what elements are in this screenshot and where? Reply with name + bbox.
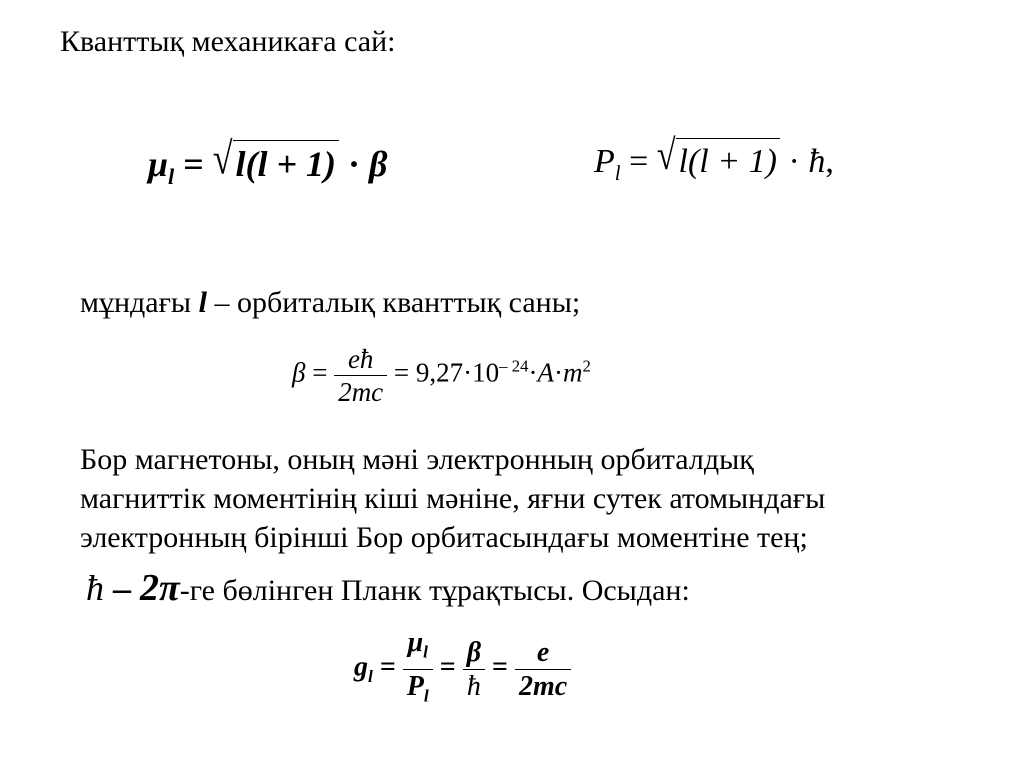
fraction-mu-p: [403, 626, 433, 712]
g-subscript: l: [368, 667, 373, 687]
sqrt-expression: [212, 133, 339, 187]
formula-magnetic-moment: [148, 133, 388, 200]
equals-sign: =: [372, 651, 403, 683]
formula-bohr-magneton: [292, 343, 591, 408]
radical-sign: √: [212, 133, 233, 184]
numerator: eħ: [347, 344, 374, 374]
equals-sign: =: [620, 143, 657, 180]
slide-title: Кванттық механикаға сай:: [60, 25, 396, 58]
fraction-beta-hbar: [463, 636, 485, 703]
formula-orbital-momentum: [594, 132, 834, 196]
denominator: 2mc: [334, 375, 387, 408]
paragraph-line-3: электронның бірінші Бор орбитасындағы моментіне тең;: [80, 521, 808, 554]
sqrt-expression: [656, 132, 780, 185]
fraction-e-2mc: [515, 636, 571, 703]
equals-sign-2: =: [387, 357, 416, 388]
beta-symbol: β: [369, 144, 388, 184]
comma: ,: [825, 143, 834, 180]
formula-gyromagnetic-ratio: [354, 626, 571, 712]
ampere-unit: A: [537, 357, 554, 388]
fraction-eh-2mc: [334, 343, 387, 408]
radicand: l(l + 1): [676, 138, 780, 185]
denominator-hbar: ħ: [463, 669, 485, 703]
planck-constant-line: [86, 566, 690, 618]
planck-text: -ге бөлінген Планк тұрақтысы. Осыдан:: [179, 574, 690, 607]
dot-operator-2: ·: [553, 357, 563, 388]
meter-unit: m: [562, 357, 583, 388]
equals-sign-2: =: [432, 651, 463, 683]
hbar-symbol: ħ: [86, 568, 104, 608]
dot-operator: ·: [339, 144, 370, 184]
meter-exponent: 2: [582, 356, 591, 376]
denominator-p: $P_l$: [403, 669, 433, 713]
prefix-text: мұндағы: [80, 286, 199, 319]
dot-operator: ·: [779, 143, 809, 180]
denominator-2mc: 2mc: [515, 669, 571, 703]
mu-subscript: l: [168, 164, 175, 190]
orbital-number-line: [80, 283, 580, 322]
numeric-value: 9,27·10: [415, 357, 500, 388]
suffix-text: – орбиталық кванттық саны;: [206, 286, 581, 319]
paragraph-line-1: Бор магнетоны, оның мәні электронның орбиталдық: [80, 443, 754, 476]
radical-sign: √: [656, 132, 676, 179]
p-subscript: l: [614, 160, 621, 185]
dot-operator: ·: [528, 357, 538, 388]
equals-sign: =: [174, 144, 213, 184]
equals-sign: =: [305, 357, 335, 388]
bohr-magneton-description: [80, 440, 825, 557]
exponent: – 24: [499, 356, 529, 376]
numerator-beta: β: [466, 636, 482, 668]
numerator-mu: $\mu_l$: [407, 627, 428, 662]
l-symbol: l: [198, 286, 207, 319]
g-symbol: g: [354, 651, 368, 683]
equals-sign-3: =: [485, 651, 516, 683]
numerator-e: e: [536, 636, 550, 668]
hbar-symbol: ħ: [808, 143, 826, 180]
beta-symbol: β: [292, 357, 306, 388]
two-pi: 2π: [140, 567, 180, 609]
paragraph-line-2: магниттік моментінің кіші мәніне, яғни сутек атомындағы: [80, 482, 826, 515]
radicand: l(l + 1): [233, 140, 340, 187]
mu-symbol: μ: [148, 144, 169, 184]
p-symbol: P: [594, 143, 615, 180]
dash: –: [104, 568, 140, 608]
